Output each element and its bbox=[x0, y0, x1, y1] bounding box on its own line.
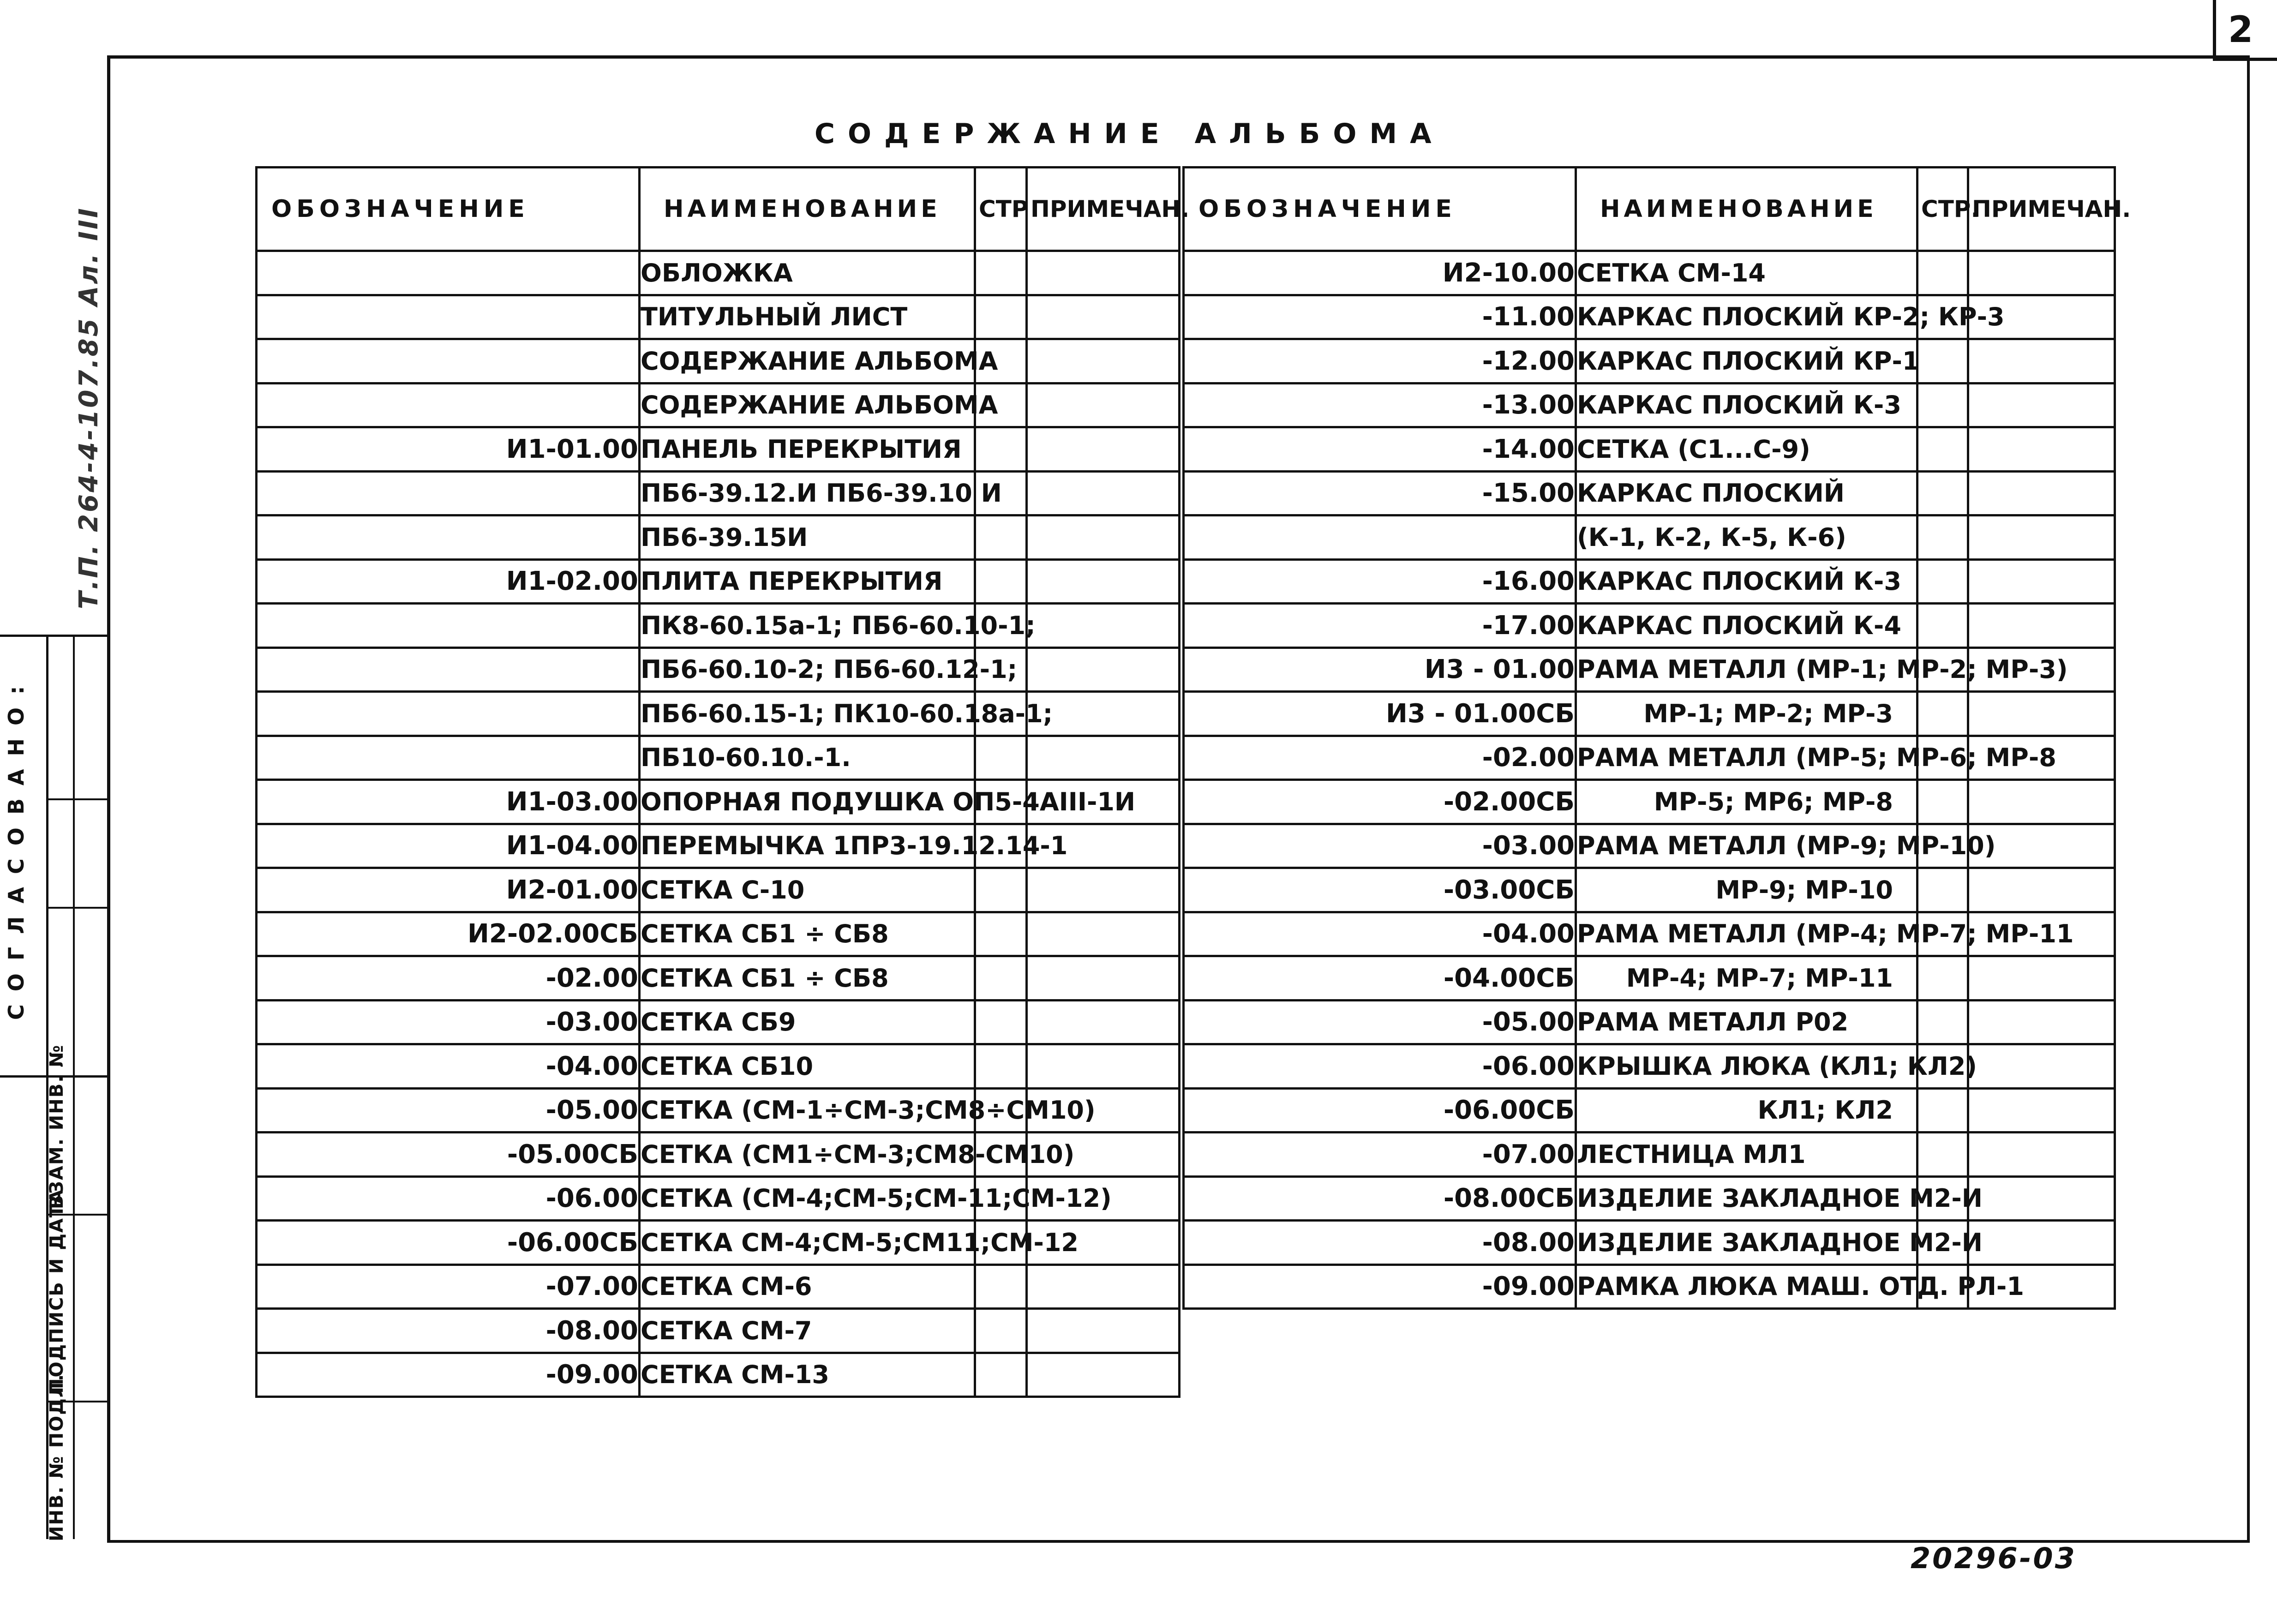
row-name: СЕТКА СМ-4;СМ-5;СМ11;СМ-12 bbox=[640, 1221, 975, 1265]
table-row bbox=[1184, 692, 2115, 736]
row-designation: И1-03.00 bbox=[257, 780, 640, 824]
row-note bbox=[1968, 868, 2115, 912]
row-page bbox=[975, 559, 1027, 604]
row-page bbox=[975, 295, 1027, 339]
col-note: ПРИМЕЧАН. bbox=[1968, 168, 2115, 251]
row-designation: -05.00 bbox=[257, 1088, 640, 1133]
col-page: СТР. bbox=[1917, 168, 1968, 251]
row-designation: И3 - 01.00СБ bbox=[1184, 692, 1576, 736]
row-name: СЕТКА СМ-14 bbox=[1576, 251, 1917, 295]
row-note bbox=[1968, 956, 2115, 1001]
row-page bbox=[975, 912, 1027, 956]
table-row bbox=[1184, 956, 2115, 1001]
col-designation: ОБОЗНАЧЕНИЕ bbox=[257, 168, 640, 251]
table-row bbox=[257, 1264, 1180, 1309]
row-name: (К-1, К-2, К-5, К-6) bbox=[1576, 515, 1917, 560]
row-name: КАРКАС ПЛОСКИЙ КР-1 bbox=[1576, 339, 1917, 384]
row-designation: -02.00 bbox=[1184, 736, 1576, 780]
table-row bbox=[1184, 427, 2115, 472]
row-designation: -04.00 bbox=[257, 1044, 640, 1089]
row-name: СЕТКА (СМ-1÷СМ-3;СМ8÷СМ10) bbox=[640, 1088, 975, 1133]
row-name: ЛЕСТНИЦА МЛ1 bbox=[1576, 1133, 1917, 1177]
row-page bbox=[1917, 471, 1968, 515]
table-row bbox=[257, 383, 1180, 427]
table-row bbox=[257, 339, 1180, 384]
row-page bbox=[975, 251, 1027, 295]
row-designation: -05.00 bbox=[1184, 1000, 1576, 1044]
row-name: РАМА МЕТАЛЛ (МР-4; МР-7; МР-11 bbox=[1576, 912, 1917, 956]
row-designation: -09.00 bbox=[257, 1353, 640, 1397]
row-note bbox=[1027, 1000, 1180, 1044]
table-row bbox=[1184, 824, 2115, 868]
table-row bbox=[257, 1044, 1180, 1089]
row-page bbox=[1917, 604, 1968, 648]
sign-date-label: ПОДПИСЬ И ДАТА bbox=[46, 1188, 67, 1394]
row-name: ИЗДЕЛИЕ ЗАКЛАДНОЕ М2-И bbox=[1576, 1176, 1917, 1221]
row-page bbox=[975, 1044, 1027, 1089]
row-note bbox=[1968, 427, 2115, 472]
row-designation: -08.00 bbox=[1184, 1221, 1576, 1265]
row-note bbox=[1968, 780, 2115, 824]
table-row bbox=[257, 1088, 1180, 1133]
row-designation: -06.00 bbox=[257, 1176, 640, 1221]
row-name: КАРКАС ПЛОСКИЙ К-3 bbox=[1576, 383, 1917, 427]
table-row bbox=[257, 692, 1180, 736]
row-note bbox=[1968, 1044, 2115, 1089]
row-name: СЕТКА (С1...С-9) bbox=[1576, 427, 1917, 472]
row-note bbox=[1968, 604, 2115, 648]
row-designation: -06.00СБ bbox=[1184, 1088, 1576, 1133]
table-row bbox=[257, 515, 1180, 560]
table-row bbox=[1184, 647, 2115, 692]
row-designation: -11.00 bbox=[1184, 295, 1576, 339]
table-row bbox=[1184, 1000, 2115, 1044]
row-note bbox=[1027, 471, 1180, 515]
col-designation: ОБОЗНАЧЕНИЕ bbox=[1184, 168, 1576, 251]
row-name: РАМКА ЛЮКА МАШ. ОТД. РЛ-1 bbox=[1576, 1264, 1917, 1309]
row-designation: -03.00 bbox=[257, 1000, 640, 1044]
table-row bbox=[257, 559, 1180, 604]
row-note bbox=[1027, 647, 1180, 692]
table-row bbox=[1184, 736, 2115, 780]
row-designation: -05.00СБ bbox=[257, 1133, 640, 1177]
table-row bbox=[1184, 251, 2115, 295]
row-note bbox=[1968, 1133, 2115, 1177]
table-row bbox=[1184, 1088, 2115, 1133]
col-name: НАИМЕНОВАНИЕ bbox=[640, 168, 975, 251]
row-designation bbox=[257, 383, 640, 427]
table-row bbox=[257, 1133, 1180, 1177]
row-note bbox=[1968, 692, 2115, 736]
row-page bbox=[1917, 251, 1968, 295]
inv-original-label: ИНВ. № ПОДЛ. bbox=[46, 1373, 67, 1541]
row-designation bbox=[1184, 515, 1576, 560]
row-designation: -07.00 bbox=[1184, 1133, 1576, 1177]
row-page bbox=[975, 868, 1027, 912]
table-row bbox=[257, 736, 1180, 780]
row-note bbox=[1027, 1044, 1180, 1089]
row-name: ПБ6-39.15И bbox=[640, 515, 975, 560]
row-page bbox=[1917, 559, 1968, 604]
row-designation: И3 - 01.00 bbox=[1184, 647, 1576, 692]
row-note bbox=[1027, 515, 1180, 560]
row-name: СЕТКА СБ10 bbox=[640, 1044, 975, 1089]
row-name: РАМА МЕТАЛЛ (МР-1; МР-2; МР-3) bbox=[1576, 647, 1917, 692]
row-designation: -14.00 bbox=[1184, 427, 1576, 472]
row-note bbox=[1968, 383, 2115, 427]
row-designation bbox=[257, 251, 640, 295]
row-designation: -13.00 bbox=[1184, 383, 1576, 427]
row-page bbox=[975, 1353, 1027, 1397]
row-designation: И2-01.00 bbox=[257, 868, 640, 912]
col-page: СТР bbox=[975, 168, 1027, 251]
row-name: ТИТУЛЬНЫЙ ЛИСТ bbox=[640, 295, 975, 339]
table-row bbox=[1184, 1264, 2115, 1309]
row-name: МР-5; МР6; МР-8 bbox=[1576, 780, 1917, 824]
row-page bbox=[1917, 1088, 1968, 1133]
row-note bbox=[1968, 339, 2115, 384]
row-designation: -09.00 bbox=[1184, 1264, 1576, 1309]
row-designation: -08.00СБ bbox=[1184, 1176, 1576, 1221]
table-row bbox=[257, 471, 1180, 515]
table-row bbox=[257, 956, 1180, 1001]
row-page bbox=[975, 956, 1027, 1001]
row-designation bbox=[257, 604, 640, 648]
row-note bbox=[1027, 295, 1180, 339]
table-row bbox=[257, 780, 1180, 824]
table-row bbox=[257, 1221, 1180, 1265]
row-designation bbox=[257, 736, 640, 780]
row-name: ПК8-60.15а-1; ПБ6-60.10-1; bbox=[640, 604, 975, 648]
row-designation bbox=[257, 692, 640, 736]
row-note bbox=[1027, 1309, 1180, 1353]
table-row bbox=[257, 1309, 1180, 1353]
row-name: ПБ10-60.10.-1. bbox=[640, 736, 975, 780]
row-name: СЕТКА (СМ-4;СМ-5;СМ-11;СМ-12) bbox=[640, 1176, 975, 1221]
row-note bbox=[1968, 1176, 2115, 1221]
row-note bbox=[1027, 383, 1180, 427]
row-name: КАРКАС ПЛОСКИЙ К-4 bbox=[1576, 604, 1917, 648]
row-name: МР-9; МР-10 bbox=[1576, 868, 1917, 912]
row-name: ПЕРЕМЫЧКА 1ПР3-19.12.14-1 bbox=[640, 824, 975, 868]
series-number: Т.П. 264-4-107.85 Ал. III bbox=[74, 206, 104, 609]
row-page bbox=[975, 1309, 1027, 1353]
side-strip-line bbox=[73, 635, 75, 1539]
row-designation: -03.00СБ bbox=[1184, 868, 1576, 912]
row-designation: -03.00 bbox=[1184, 824, 1576, 868]
row-page bbox=[975, 1264, 1027, 1309]
table-row bbox=[257, 295, 1180, 339]
row-page bbox=[1917, 383, 1968, 427]
table-row bbox=[1184, 1221, 2115, 1265]
table-row bbox=[257, 1176, 1180, 1221]
row-note bbox=[1027, 251, 1180, 295]
row-name: СЕТКА СБ9 bbox=[640, 1000, 975, 1044]
col-note: ПРИМЕЧАН. bbox=[1027, 168, 1180, 251]
row-note bbox=[1968, 515, 2115, 560]
row-name: РАМА МЕТАЛЛ Р02 bbox=[1576, 1000, 1917, 1044]
row-name: РАМА МЕТАЛЛ (МР-5; МР-6; МР-8 bbox=[1576, 736, 1917, 780]
row-note bbox=[1027, 604, 1180, 648]
table-row bbox=[257, 647, 1180, 692]
row-designation bbox=[257, 339, 640, 384]
row-name: МР-1; МР-2; МР-3 bbox=[1576, 692, 1917, 736]
table-row bbox=[1184, 1044, 2115, 1089]
row-name: РАМА МЕТАЛЛ (МР-9; МР-10) bbox=[1576, 824, 1917, 868]
row-note bbox=[1968, 471, 2115, 515]
row-name: СЕТКА СМ-7 bbox=[640, 1309, 975, 1353]
row-note bbox=[1027, 427, 1180, 472]
row-page bbox=[1917, 780, 1968, 824]
row-note bbox=[1027, 559, 1180, 604]
agreed-label: СОГЛАСОВАНО: bbox=[4, 673, 29, 1020]
row-name: ПБ6-60.15-1; ПК10-60.18а-1; bbox=[640, 692, 975, 736]
table-header-row bbox=[257, 168, 1180, 251]
row-designation bbox=[257, 295, 640, 339]
row-designation bbox=[257, 647, 640, 692]
row-page bbox=[975, 515, 1027, 560]
table-row bbox=[1184, 295, 2115, 339]
row-designation: -06.00 bbox=[1184, 1044, 1576, 1089]
row-designation: -08.00 bbox=[257, 1309, 640, 1353]
row-name: ОБЛОЖКА bbox=[640, 251, 975, 295]
row-name: ПАНЕЛЬ ПЕРЕКРЫТИЯ bbox=[640, 427, 975, 472]
table-row bbox=[257, 427, 1180, 472]
document-stamp: 20296-03 bbox=[1911, 1541, 2077, 1575]
table-row bbox=[257, 912, 1180, 956]
row-designation: И2-10.00 bbox=[1184, 251, 1576, 295]
row-page bbox=[1917, 1133, 1968, 1177]
row-designation: И1-04.00 bbox=[257, 824, 640, 868]
row-note bbox=[1027, 1264, 1180, 1309]
row-designation: И1-02.00 bbox=[257, 559, 640, 604]
table-row bbox=[257, 1353, 1180, 1397]
row-designation: -16.00 bbox=[1184, 559, 1576, 604]
row-designation: -04.00 bbox=[1184, 912, 1576, 956]
row-note bbox=[1027, 956, 1180, 1001]
row-name: КАРКАС ПЛОСКИЙ К-3 bbox=[1576, 559, 1917, 604]
row-page bbox=[1917, 427, 1968, 472]
row-note bbox=[1027, 339, 1180, 384]
row-note bbox=[1968, 1221, 2115, 1265]
row-page bbox=[1917, 868, 1968, 912]
row-name: СОДЕРЖАНИЕ АЛЬБОМА bbox=[640, 339, 975, 384]
row-name: СЕТКА СМ-6 bbox=[640, 1264, 975, 1309]
row-designation: -07.00 bbox=[257, 1264, 640, 1309]
row-page bbox=[1917, 692, 1968, 736]
page-number: 2 bbox=[2228, 9, 2253, 51]
table-row bbox=[257, 251, 1180, 295]
side-strip-line bbox=[46, 798, 107, 800]
side-strip-line bbox=[46, 907, 107, 909]
row-designation: -17.00 bbox=[1184, 604, 1576, 648]
row-name: СЕТКА (СМ1÷СМ-3;СМ8-СМ10) bbox=[640, 1133, 975, 1177]
inv-replacement-label: ВЗАМ. ИНВ. № bbox=[46, 1044, 67, 1209]
row-note bbox=[1968, 559, 2115, 604]
row-page bbox=[1917, 515, 1968, 560]
row-name: МР-4; МР-7; МР-11 bbox=[1576, 956, 1917, 1001]
row-name: ПБ6-60.10-2; ПБ6-60.12-1; bbox=[640, 647, 975, 692]
row-name: ПЛИТА ПЕРЕКРЫТИЯ bbox=[640, 559, 975, 604]
table-row bbox=[257, 604, 1180, 648]
row-note bbox=[1027, 736, 1180, 780]
row-note bbox=[1968, 1000, 2115, 1044]
contents-table-right bbox=[1182, 166, 2131, 1310]
table-row bbox=[1184, 912, 2115, 956]
row-page bbox=[975, 736, 1027, 780]
row-designation: -12.00 bbox=[1184, 339, 1576, 384]
col-name: НАИМЕНОВАНИЕ bbox=[1576, 168, 1917, 251]
side-strip-line bbox=[0, 635, 107, 637]
row-note bbox=[1027, 1353, 1180, 1397]
row-note bbox=[1027, 868, 1180, 912]
page-title: СОДЕРЖАНИЕ АЛЬБОМА bbox=[815, 118, 1444, 150]
row-name: КЛ1; КЛ2 bbox=[1576, 1088, 1917, 1133]
row-designation bbox=[257, 471, 640, 515]
table-row bbox=[1184, 1176, 2115, 1221]
row-designation: -15.00 bbox=[1184, 471, 1576, 515]
row-name: ПБ6-39.12.И ПБ6-39.10 И bbox=[640, 471, 975, 515]
row-name: ИЗДЕЛИЕ ЗАКЛАДНОЕ М2-И bbox=[1576, 1221, 1917, 1265]
row-page bbox=[975, 427, 1027, 472]
row-note bbox=[1027, 912, 1180, 956]
row-note bbox=[1968, 251, 2115, 295]
table-header-row bbox=[1184, 168, 2115, 251]
row-note bbox=[1968, 1088, 2115, 1133]
row-designation: И1-01.00 bbox=[257, 427, 640, 472]
table-row bbox=[1184, 471, 2115, 515]
row-page bbox=[1917, 1000, 1968, 1044]
row-designation: -02.00 bbox=[257, 956, 640, 1001]
table-row bbox=[1184, 383, 2115, 427]
row-designation: -02.00СБ bbox=[1184, 780, 1576, 824]
row-page bbox=[1917, 956, 1968, 1001]
table-row bbox=[1184, 339, 2115, 384]
row-name: СОДЕРЖАНИЕ АЛЬБОМА bbox=[640, 383, 975, 427]
row-name: КАРКАС ПЛОСКИЙ КР-2; КР-3 bbox=[1576, 295, 1917, 339]
table-row bbox=[257, 1000, 1180, 1044]
contents-table-left bbox=[255, 166, 1190, 1398]
table-row bbox=[1184, 780, 2115, 824]
row-designation: -04.00СБ bbox=[1184, 956, 1576, 1001]
row-page bbox=[1917, 339, 1968, 384]
table-row bbox=[1184, 515, 2115, 560]
table-row bbox=[1184, 1133, 2115, 1177]
row-name: СЕТКА СБ1 ÷ СБ8 bbox=[640, 912, 975, 956]
table-row bbox=[1184, 559, 2115, 604]
row-name: СЕТКА С-10 bbox=[640, 868, 975, 912]
row-name: СЕТКА СБ1 ÷ СБ8 bbox=[640, 956, 975, 1001]
row-designation: И2-02.00СБ bbox=[257, 912, 640, 956]
row-name: СЕТКА СМ-13 bbox=[640, 1353, 975, 1397]
row-designation: -06.00СБ bbox=[257, 1221, 640, 1265]
table-row bbox=[1184, 868, 2115, 912]
table-row bbox=[1184, 604, 2115, 648]
row-name: КАРКАС ПЛОСКИЙ bbox=[1576, 471, 1917, 515]
row-page bbox=[975, 1000, 1027, 1044]
table-row bbox=[257, 868, 1180, 912]
table-row bbox=[257, 824, 1180, 868]
row-name: КРЫШКА ЛЮКА (КЛ1; КЛ2) bbox=[1576, 1044, 1917, 1089]
row-name: ОПОРНАЯ ПОДУШКА ОП5-4АIII-1И bbox=[640, 780, 975, 824]
row-designation bbox=[257, 515, 640, 560]
